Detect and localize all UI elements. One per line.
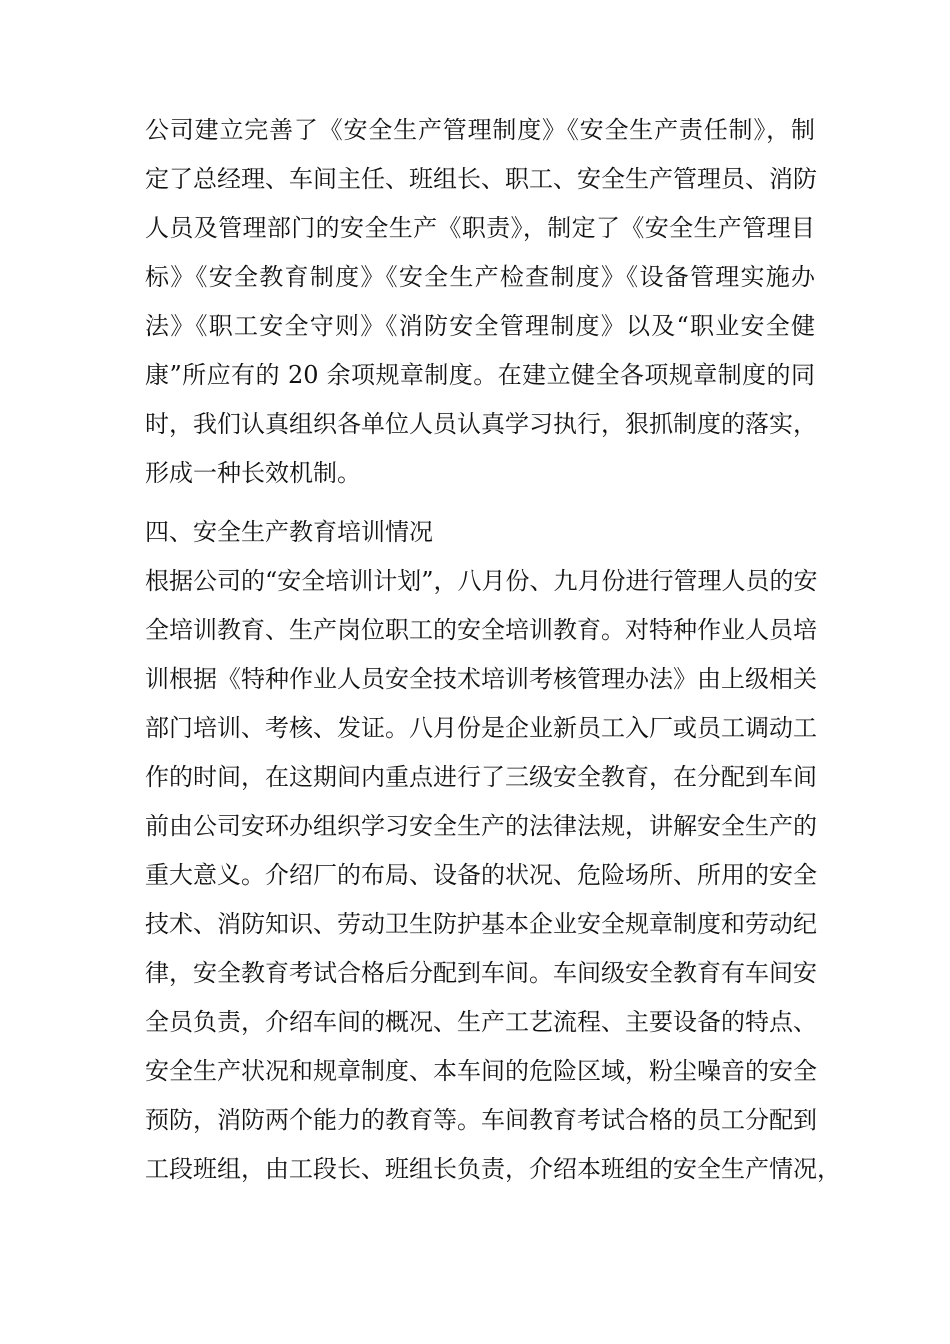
- paragraph-2-line-13: 工段班组，由工段长、班组长负责，介绍本班组的安全生产情况，: [145, 1155, 841, 1183]
- section-heading: 四、安全生产教育培训情况: [145, 518, 433, 546]
- paragraph-2-line-11: 安全生产状况和规章制度、本车间的危险区域，粉尘噪音的安全: [145, 1057, 817, 1085]
- paragraph-2-line-5: 作的时间，在这期间内重点进行了三级安全教育，在分配到车间: [145, 763, 817, 791]
- paragraph-2-line-6: 前由公司安环办组织学习安全生产的法律法规，讲解安全生产的: [145, 812, 817, 840]
- paragraph-1-line-2: 定了总经理、车间主任、班组长、职工、安全生产管理员、消防: [145, 165, 817, 193]
- paragraph-2-line-10: 全员负责，介绍车间的概况、生产工艺流程、主要设备的特点、: [145, 1008, 817, 1036]
- paragraph-2-line-1: 根据公司的“安全培训计划”，八月份、九月份进行管理人员的安: [145, 567, 818, 595]
- paragraph-1-line-4: 标》《安全教育制度》《安全生产检查制度》《设备管理实施办: [145, 263, 815, 291]
- paragraph-2-line-12: 预防，消防两个能力的教育等。车间教育考试合格的员工分配到: [145, 1106, 817, 1134]
- paragraph-2-line-9: 律，安全教育考试合格后分配到车间。车间级安全教育有车间安: [145, 959, 817, 987]
- paragraph-1-line-6: 康”所应有的 20 余项规章制度。在建立健全各项规章制度的同: [145, 361, 815, 389]
- paragraph-1-line-1: 公司建立完善了《安全生产管理制度》《安全生产责任制》，制: [145, 116, 815, 144]
- paragraph-2-line-3: 训根据《特种作业人员安全技术培训考核管理办法》由上级相关: [145, 665, 817, 693]
- paragraph-2-line-8: 技术、消防知识、劳动卫生防护基本企业安全规章制度和劳动纪: [145, 910, 817, 938]
- paragraph-2-line-4: 部门培训、考核、发证。八月份是企业新员工入厂或员工调动工: [145, 714, 817, 742]
- paragraph-1-line-3: 人员及管理部门的安全生产《职责》，制定了《安全生产管理目: [145, 214, 815, 242]
- paragraph-1-line-7: 时，我们认真组织各单位人员认真学习执行，狠抓制度的落实，: [145, 410, 817, 438]
- paragraph-2-line-7: 重大意义。介绍厂的布局、设备的状况、危险场所、所用的安全: [145, 861, 817, 889]
- paragraph-2-line-2: 全培训教育、生产岗位职工的安全培训教育。对特种作业人员培: [145, 616, 817, 644]
- paragraph-1-line-5: 法》《职工安全守则》《消防安全管理制度》以及“职业安全健: [145, 312, 815, 340]
- paragraph-1-line-8: 形成一种长效机制。: [145, 459, 361, 487]
